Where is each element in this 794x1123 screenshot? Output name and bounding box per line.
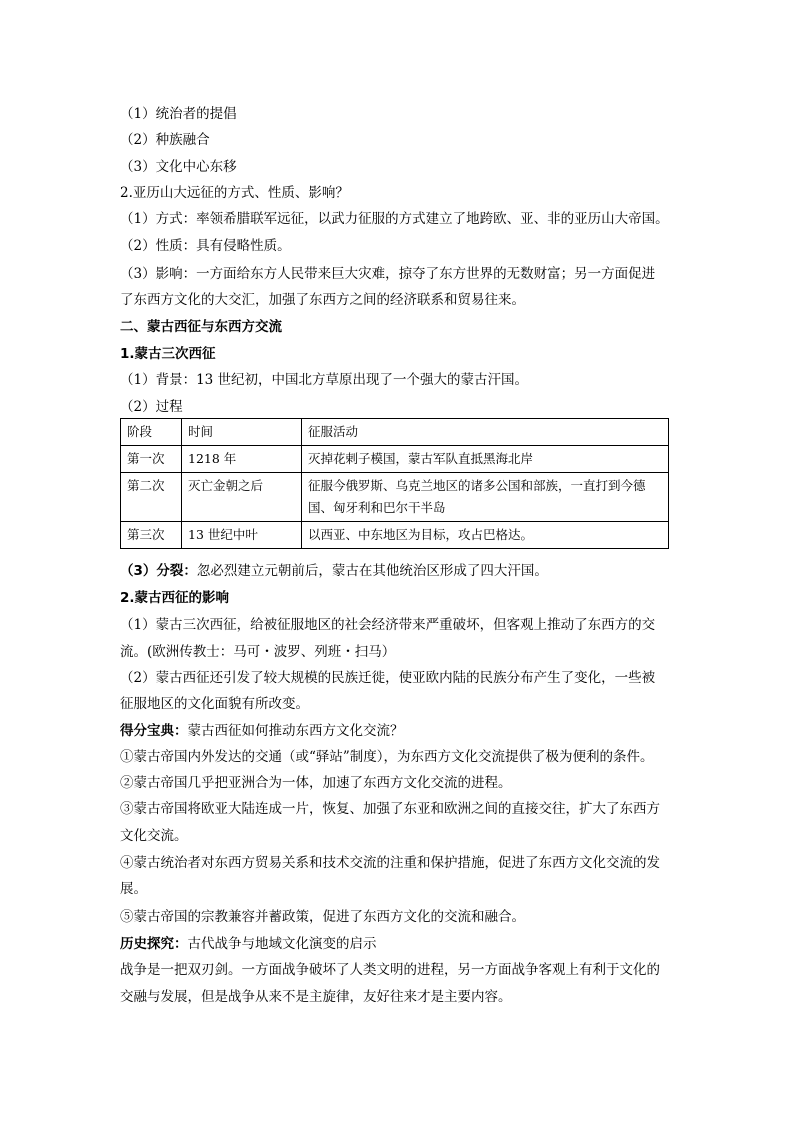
table-header-cell: 征服活动 <box>302 419 669 446</box>
text-line: 交融与发展，但是战争从来不是主旋律，友好往来才是主要内容。 <box>120 989 512 1005</box>
text-line: ④蒙古统治者对东西方贸易关系和技术交流的注重和保护措施，促进了东西方文化交流的发 <box>120 855 660 871</box>
text-line: （2）性质：具有侵略性质。 <box>120 238 291 254</box>
text-line: 展。 <box>120 881 147 897</box>
tip-heading <box>120 721 404 741</box>
table-cell <box>302 473 669 522</box>
table-cell: 第三次 <box>121 522 182 549</box>
text-line: ①蒙古帝国内外发达的交通（或“驿站”制度），为东西方文化交流提供了极为便利的条件。 <box>120 749 654 765</box>
explore-heading <box>120 934 377 954</box>
table-cell: 以西亚、中东地区为目标，攻占巴格达。 <box>302 522 669 549</box>
tip-question: 蒙古西征如何推动东西方文化交流？ <box>187 723 404 739</box>
table-header-cell: 阶段 <box>121 419 182 446</box>
text-line: 了东西方文化的大交汇，加强了东西方之间的经济联系和贸易往来。 <box>120 292 525 308</box>
text-line: （2）过程 <box>120 399 183 415</box>
text-line: 征服地区的文化面貌有所改变。 <box>120 696 309 712</box>
text-line: （3）影响：一方面给东方人民带来巨大灾难，掠夺了东方世界的无数财富；另一方面促进 <box>120 266 656 282</box>
table-cell: 灭亡金朝之后 <box>182 473 302 522</box>
text-line: 流。(欧洲传教士：马可・波罗、列班・扫马） <box>120 644 396 660</box>
text-line: ⑤蒙古帝国的宗教兼容并蓄政策，促进了东西方文化的交流和融合。 <box>120 909 525 925</box>
table-header-row <box>121 419 669 446</box>
explore-title: 古代战争与地域文化演变的启示 <box>187 936 377 952</box>
text-line: （1）蒙古三次西征，给被征服地区的社会经济带来严重破坏，但客观上推动了东西方的交 <box>120 617 656 633</box>
table-cell: 13 世纪中叶 <box>182 522 302 549</box>
table-header-cell: 时间 <box>182 419 302 446</box>
table-row <box>121 446 669 473</box>
text-line: 战争是一把双刃剑。一方面战争破坏了人类文明的进程，另一方面战争客观上有利于文化的 <box>120 962 660 978</box>
question-heading: 2.亚历山大远征的方式、性质、影响？ <box>120 185 349 201</box>
table-cell: 第二次 <box>121 473 182 522</box>
text-line <box>120 561 548 581</box>
text-line: 文化交流。 <box>120 828 188 844</box>
text-line: （3）文化中心东移 <box>120 159 237 175</box>
table-cell-line: 国、匈牙利和巴尔干半岛 <box>308 500 446 515</box>
section-title: 二、蒙古西征与东西方交流 <box>120 319 282 335</box>
text-line: ③蒙古帝国将欧亚大陆连成一片，恢复、加强了东亚和欧洲之间的直接交往，扩大了东西方 <box>120 801 660 817</box>
split-label: （3）分裂： <box>120 563 197 579</box>
table-cell: 灭掉花剌子模国，蒙古军队直抵黑海北岸 <box>302 446 669 473</box>
table-row <box>121 473 669 522</box>
subsection-title: 1.蒙古三次西征 <box>120 346 216 362</box>
text-line: ②蒙古帝国几乎把亚洲合为一体，加速了东西方文化交流的进程。 <box>120 775 512 791</box>
text-line: （1）背景：13 世纪初，中国北方草原出现了一个强大的蒙古汗国。 <box>120 372 529 388</box>
explore-label: 历史探究： <box>120 936 188 952</box>
text-line: （1）方式：率领希腊联军远征，以武力征服的方式建立了地跨欧、亚、非的亚历山大帝国。 <box>120 211 669 227</box>
text-line: （2）种族融合 <box>120 132 210 148</box>
tip-label: 得分宝典： <box>120 723 188 739</box>
table-cell-line: 征服今俄罗斯、乌克兰地区的诸多公国和部族，一直打到今德 <box>308 478 646 493</box>
table-cell: 1218 年 <box>182 446 302 473</box>
table-row <box>121 522 669 549</box>
table-cell: 第一次 <box>121 446 182 473</box>
text-line: （1）统治者的提倡 <box>120 106 237 122</box>
conquest-table <box>120 418 669 549</box>
split-text: 忽必烈建立元朝前后，蒙古在其他统治区形成了四大汗国。 <box>196 563 548 579</box>
text-line: （2）蒙古西征还引发了较大规模的民族迁徙，使亚欧内陆的民族分布产生了变化，一些被 <box>120 670 656 686</box>
subsection-title: 2.蒙古西征的影响 <box>120 590 230 606</box>
